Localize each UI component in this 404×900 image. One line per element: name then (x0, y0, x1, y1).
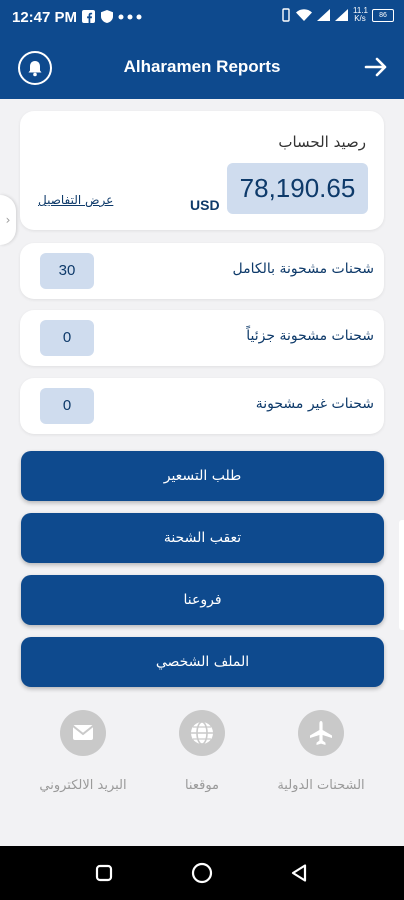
square-icon[interactable] (95, 864, 113, 882)
balance-amount: 78,190.65 (227, 163, 368, 214)
email-label: البريد الالكتروني (39, 778, 127, 793)
location-circle (179, 710, 225, 756)
stat-label: شحنات مشحونة بالكامل (232, 261, 374, 277)
globe-icon (179, 710, 225, 756)
app-bar (0, 36, 404, 99)
battery-icon: 86 (372, 9, 394, 22)
system-nav-bar (0, 846, 404, 900)
back-triangle-icon[interactable] (290, 863, 310, 883)
chevron-right-icon: › (5, 213, 11, 227)
side-drawer-tab[interactable] (0, 195, 16, 245)
balance-label: رصيد الحساب (278, 133, 366, 151)
signal-icon (317, 9, 330, 21)
stat-value: 0 (40, 388, 94, 424)
location-label: موقعنا (184, 778, 220, 793)
forward-button[interactable] (362, 53, 390, 81)
status-bar (0, 0, 404, 36)
stat-card-partially-shipped (20, 310, 384, 366)
international-shipping-label: الشحنات الدولية (277, 778, 365, 793)
app-title: Alharamen Reports (123, 57, 281, 76)
more-dots-icon (118, 14, 142, 20)
net-speed-unit: K/s (354, 14, 366, 23)
facebook-icon (82, 10, 95, 23)
net-speed-value: 11.1 (353, 6, 368, 15)
wifi-icon (296, 9, 312, 21)
track-shipment-button[interactable]: تعقب الشحنة (21, 513, 384, 563)
status-notification-icons (82, 9, 142, 24)
stat-value: 30 (40, 253, 94, 289)
signal-icon-2 (335, 9, 348, 21)
request-quote-button[interactable]: طلب التسعير (21, 451, 384, 501)
right-edge-tab (399, 520, 404, 630)
email-link[interactable] (23, 710, 143, 793)
status-time: 12:47 PM (12, 9, 78, 26)
international-shipping-circle (298, 710, 344, 756)
balance-currency: USD (190, 197, 220, 213)
vibrate-icon (281, 8, 291, 22)
stat-label: شحنات غير مشحونة (255, 396, 374, 412)
email-circle (60, 710, 106, 756)
stat-card-not-shipped (20, 378, 384, 434)
arrow-right-icon (362, 53, 390, 81)
our-branches-button[interactable]: فروعنا (21, 575, 384, 625)
stat-label: شحنات مشحونة جزئياً (246, 328, 374, 344)
profile-button[interactable]: الملف الشخصي (21, 637, 384, 687)
stat-card-fully-shipped (20, 243, 384, 299)
international-shipping-link[interactable] (261, 710, 381, 793)
view-details-link[interactable]: عرض التفاصيل (38, 193, 114, 207)
mail-icon (60, 710, 106, 756)
airplane-icon (298, 710, 344, 756)
location-link[interactable] (142, 710, 262, 793)
status-system-icons (281, 7, 394, 23)
stat-value: 0 (40, 320, 94, 356)
balance-card (20, 111, 384, 230)
shield-icon (101, 10, 113, 23)
net-speed (353, 7, 367, 23)
circle-icon[interactable] (191, 862, 213, 884)
